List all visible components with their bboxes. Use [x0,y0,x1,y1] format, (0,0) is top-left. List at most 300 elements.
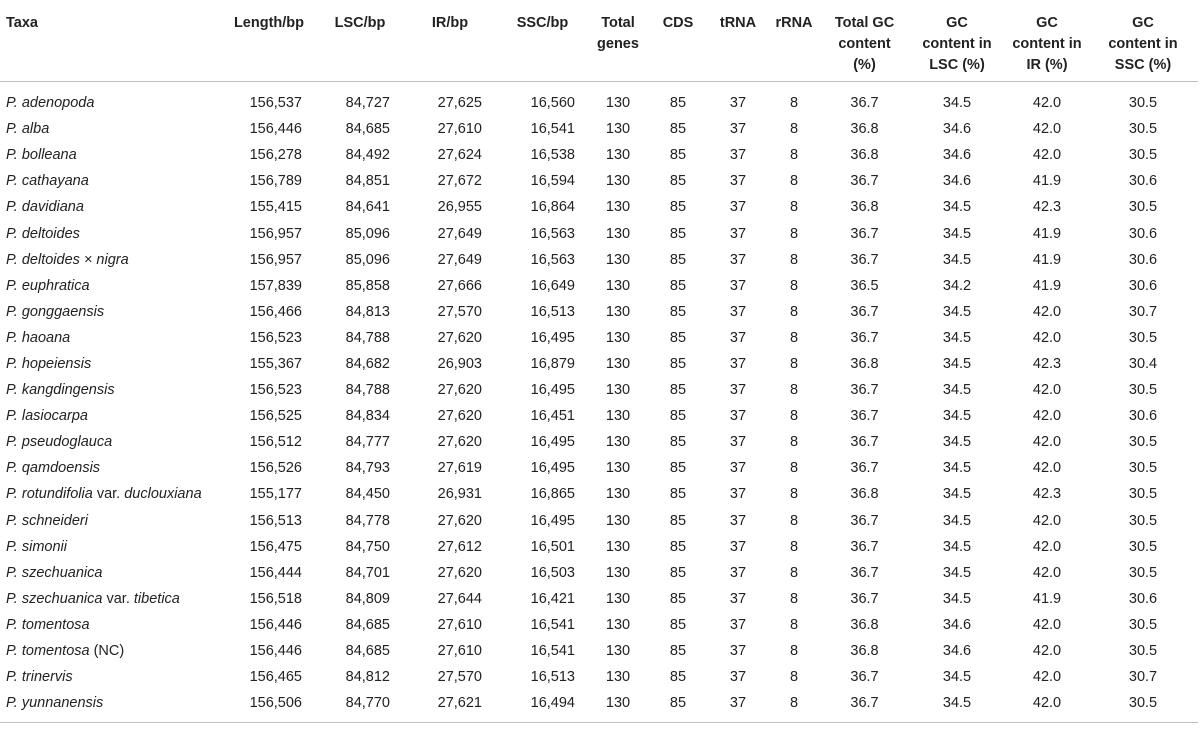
cell-ir: 27,610 [437,121,482,138]
cell-taxa [0,586,222,612]
cell-trna: 37 [729,669,747,686]
cell-ir: 26,955 [437,199,482,216]
cell-total-genes: 130 [605,486,631,503]
cell-gc-ssc: 30.5 [1128,147,1158,164]
cell-ir: 27,624 [437,147,482,164]
cell-total-genes: 130 [605,173,631,190]
cell-total-genes: 130 [605,277,631,294]
taxa-name: P. davidiana [6,199,84,216]
cell-gc-ir: 42.0 [1032,643,1062,660]
cell-gc-lsc: 34.5 [942,382,972,399]
taxa-name: P. alba [6,121,50,138]
cell-taxa [0,168,222,194]
cell-lsc: 84,685 [345,616,390,633]
cell-lsc: 84,812 [345,669,390,686]
cell-ssc: 16,503 [530,564,575,581]
cell-ssc: 16,563 [530,225,575,242]
header-row [0,10,1198,82]
cell-taxa [0,273,222,299]
cell-total-gc: 36.7 [821,690,908,723]
cell-rrna: 8 [789,590,799,607]
cell-gc-ir: 42.3 [1032,199,1062,216]
cell-gc-ssc: 30.7 [1128,669,1158,686]
cell-lsc: 84,813 [345,303,390,320]
header-line: Total GC [834,15,895,31]
cell-gc-ssc: 30.5 [1128,616,1158,633]
cell-cds: 85 [669,277,687,294]
cell-total-genes: 130 [605,382,631,399]
cell-ssc: 16,541 [530,643,575,660]
cell-cds: 85 [669,564,687,581]
cell-gc-ir: 42.0 [1032,512,1062,529]
cell-trna: 37 [709,690,767,723]
table-row [0,273,1198,299]
cell-trna: 37 [729,225,747,242]
cell-length: 155,177 [249,486,302,503]
cell-total-genes: 130 [605,147,631,164]
cell-gc-ssc: 30.5 [1128,382,1158,399]
cell-taxa [0,455,222,481]
cell-ir: 27,619 [437,460,482,477]
cell-gc-ir: 41.9 [1032,277,1062,294]
cell-ssc: 16,538 [530,147,575,164]
header-line: GC [946,15,968,31]
cell-gc-ssc: 30.6 [1128,173,1158,190]
cell-taxa [0,377,222,403]
cell-ssc: 16,495 [530,512,575,529]
cell-gc-ssc: 30.6 [1128,277,1158,294]
cell-length: 156,446 [249,121,302,138]
cell-taxa [0,534,222,560]
cell-rrna: 8 [789,486,799,503]
cell-cds: 85 [669,538,687,555]
cell-cds: 85 [669,643,687,660]
cell-gc-ssc: 30.5 [1128,538,1158,555]
taxa-name: P. deltoides [6,225,80,242]
cell-total-gc: 36.7 [850,512,879,529]
cell-ir: 27,610 [437,643,482,660]
cell-trna: 37 [729,590,747,607]
cell-length: 156,525 [249,408,302,425]
cell-cds: 85 [669,95,687,112]
cell-total-genes: 130 [605,643,631,660]
table-row [0,247,1198,273]
cell-length: 156,957 [249,225,302,242]
cell-ir: 27,625 [437,95,482,112]
cell-taxa [0,508,222,534]
taxa-name: P. szechuanica [6,564,103,581]
cell-gc-ir: 42.0 [1032,434,1062,451]
cell-taxa [0,429,222,455]
cell-gc-ir: 42.0 [1032,147,1062,164]
cell-lsc: 85,096 [345,225,390,242]
table-row [0,403,1198,429]
taxa-name: P. rotundifolia [6,486,93,503]
cell-lsc: 84,682 [345,355,390,372]
cell-lsc: 84,492 [345,147,390,164]
cell-length: 157,839 [249,277,302,294]
cell-ir: 27,644 [437,590,482,607]
cell-gc-ssc: 30.5 [1128,199,1158,216]
cell-length: 156,506 [222,690,316,723]
cell-gc-ir: 42.0 [1032,382,1062,399]
taxa-name: P. deltoides × nigra [6,251,129,268]
cell-total-genes: 130 [605,121,631,138]
cell-cds: 85 [669,669,687,686]
header-line: SSC (%) [1114,57,1172,73]
cell-gc-lsc: 34.5 [908,690,1006,723]
cell-total-genes: 130 [605,434,631,451]
cell-gc-ssc: 30.5 [1128,564,1158,581]
cell-total-gc: 36.7 [850,303,879,320]
cell-length: 156,475 [249,538,302,555]
cell-ssc: 16,879 [530,355,575,372]
cell-total-gc: 36.7 [850,95,879,112]
taxa-name: P. lasiocarpa [6,408,88,425]
cell-ir: 27,620 [437,564,482,581]
cell-total-genes: 130 [605,512,631,529]
cell-ssc: 16,649 [530,277,575,294]
table-row [0,194,1198,220]
header-line: IR (%) [1026,57,1068,73]
table-row [0,325,1198,351]
cell-total-genes: 130 [605,564,631,581]
taxa-name: P. euphratica [6,277,90,294]
header-line: (%) [853,57,876,73]
cell-length: 156,523 [249,382,302,399]
cell-gc-ir: 42.0 [1032,95,1062,112]
cell-rrna: 8 [789,616,799,633]
cell-length: 156,518 [249,590,302,607]
taxa-name: P. yunnanensis [6,695,104,712]
taxa-name: P. tomentosa [6,643,90,660]
cell-gc-lsc: 34.5 [942,538,972,555]
cell-rrna: 8 [789,147,799,164]
cell-gc-ir: 42.0 [1032,538,1062,555]
cell-ir: 27,570 [437,303,482,320]
cell-gc-lsc: 34.5 [942,408,972,425]
cell-ir: 27,620 [437,434,482,451]
cell-ssc: 16,513 [530,669,575,686]
cell-gc-lsc: 34.6 [942,616,972,633]
cell-total-gc: 36.8 [850,355,879,372]
cell-length: 156,512 [249,434,302,451]
cell-taxa [0,142,222,168]
cell-gc-lsc: 34.5 [942,329,972,346]
cell-total-gc: 36.8 [850,121,879,138]
cell-trna: 37 [729,95,747,112]
cell-rrna: 8 [789,303,799,320]
header-line: content in [1012,36,1082,52]
cell-total-gc: 36.7 [850,251,879,268]
cell-gc-ssc: 30.5 [1128,121,1158,138]
cell-ssc: 16,495 [530,329,575,346]
cell-ssc: 16,421 [530,590,575,607]
cell-length: 156,789 [249,173,302,190]
cell-taxa [0,690,222,723]
cell-ssc: 16,865 [530,486,575,503]
cell-lsc: 84,788 [345,382,390,399]
cell-gc-ir: 41.9 [1032,590,1062,607]
cell-length: 155,415 [249,199,302,216]
cell-ssc: 16,563 [530,251,575,268]
table-row [0,664,1198,690]
taxa-name: P. cathayana [6,173,89,190]
cell-trna: 37 [729,303,747,320]
header-ssc: SSC/bp [496,10,589,82]
taxa-name: P. adenopoda [6,95,95,112]
cell-gc-ssc: 30.6 [1128,225,1158,242]
cell-total-gc: 36.8 [850,616,879,633]
taxa-name: P. gonggaensis [6,303,105,320]
cell-total-gc: 36.8 [850,199,879,216]
header-taxa: Taxa [0,10,222,82]
table-row [0,612,1198,638]
taxa-qualifier: var. [92,486,125,503]
cell-ir: 27,610 [437,616,482,633]
cell-total-gc: 36.7 [850,329,879,346]
cell-ir: 27,612 [437,538,482,555]
taxa-name: P. haoana [6,329,71,346]
cell-lsc: 84,793 [345,460,390,477]
cell-cds: 85 [669,355,687,372]
cell-total-gc: 36.7 [850,225,879,242]
cell-cds: 85 [669,303,687,320]
cell-length: 156,444 [249,564,302,581]
cell-length: 156,446 [249,616,302,633]
cell-total-genes: 130 [605,538,631,555]
cell-rrna: 8 [789,434,799,451]
cell-total-gc: 36.8 [850,643,879,660]
cell-gc-ssc: 30.6 [1128,251,1158,268]
table-row [0,508,1198,534]
cell-length: 156,537 [249,95,302,112]
cell-rrna: 8 [789,460,799,477]
table-row [0,429,1198,455]
header-line: content in [922,36,992,52]
header-trna: tRNA [709,10,767,82]
cell-ssc: 16,864 [530,199,575,216]
cell-gc-ir: 41.9 [1032,251,1062,268]
cell-gc-lsc: 34.5 [942,251,972,268]
cell-taxa [0,82,222,117]
cell-ir: 27,620 [437,512,482,529]
cell-total-genes: 130 [605,329,631,346]
cell-gc-lsc: 34.6 [942,643,972,660]
header-line: GC [1132,15,1154,31]
cell-taxa [0,299,222,325]
header-lsc: LSC/bp [316,10,404,82]
taxa-name: P. hopeiensis [6,355,92,372]
header-line: genes [597,36,639,52]
cell-taxa [0,116,222,142]
cell-length: 156,526 [249,460,302,477]
cell-cds: 85 [669,590,687,607]
cell-lsc: 84,788 [345,329,390,346]
cell-cds: 85 [669,460,687,477]
cell-gc-lsc: 34.5 [942,512,972,529]
cell-cds: 85 [669,225,687,242]
cell-rrna: 8 [789,355,799,372]
cell-ssc: 16,560 [530,95,575,112]
cell-rrna: 8 [789,564,799,581]
cell-rrna: 8 [789,225,799,242]
cell-trna: 37 [729,616,747,633]
cell-trna: 37 [729,147,747,164]
cell-gc-ir: 42.3 [1032,355,1062,372]
cell-gc-lsc: 34.5 [942,434,972,451]
cell-ssc: 16,541 [530,616,575,633]
cell-lsc: 84,450 [345,486,390,503]
cell-total-gc: 36.7 [850,564,879,581]
cell-ir: 27,649 [437,251,482,268]
cell-total-gc: 36.7 [850,590,879,607]
cell-ir: 27,570 [437,669,482,686]
table-row [0,351,1198,377]
cell-ssc: 16,494 [496,690,589,723]
taxa-name: P. bolleana [6,147,77,164]
cell-taxa [0,351,222,377]
table-row [0,82,1198,117]
header-line: Total [601,15,635,31]
cell-cds: 85 [647,690,709,723]
cell-rrna: 8 [789,512,799,529]
cell-cds: 85 [669,616,687,633]
cell-gc-lsc: 34.5 [942,199,972,216]
cell-gc-ssc: 30.4 [1128,355,1158,372]
cell-total-genes: 130 [589,690,647,723]
header-length: Length/bp [222,10,316,82]
cell-total-gc: 36.7 [850,408,879,425]
cell-ir: 27,672 [437,173,482,190]
table-row [0,638,1198,664]
cell-total-genes: 130 [605,616,631,633]
cell-total-gc: 36.5 [850,277,879,294]
cell-ir: 26,903 [437,355,482,372]
cell-lsc: 84,778 [345,512,390,529]
cell-trna: 37 [729,199,747,216]
cell-lsc: 85,096 [345,251,390,268]
chloroplast-genome-table [0,10,1198,723]
cell-gc-lsc: 34.5 [942,669,972,686]
cell-ssc: 16,495 [530,382,575,399]
table-row [0,455,1198,481]
header-gc-ir [1006,10,1088,82]
cell-rrna: 8 [789,95,799,112]
cell-gc-ir: 41.9 [1032,225,1062,242]
cell-ssc: 16,495 [530,460,575,477]
cell-ir: 26,931 [437,486,482,503]
cell-ir: 27,621 [404,690,496,723]
cell-trna: 37 [729,486,747,503]
cell-gc-lsc: 34.5 [942,460,972,477]
cell-lsc: 84,641 [345,199,390,216]
taxa-variety: duclouxiana [124,486,202,503]
cell-ir: 27,620 [437,382,482,399]
cell-cds: 85 [669,173,687,190]
cell-cds: 85 [669,147,687,164]
cell-gc-ssc: 30.5 [1128,329,1158,346]
cell-cds: 85 [669,382,687,399]
cell-gc-ir: 42.0 [1032,121,1062,138]
header-line: content [838,36,891,52]
cell-trna: 37 [729,329,747,346]
cell-length: 156,446 [249,643,302,660]
cell-lsc: 84,701 [345,564,390,581]
table-row [0,586,1198,612]
cell-gc-ssc: 30.5 [1128,434,1158,451]
cell-cds: 85 [669,329,687,346]
taxa-qualifier: var. [102,590,134,607]
taxa-name: P. qamdoensis [6,460,101,477]
table-row [0,690,1198,723]
taxa-name: P. tomentosa [6,616,90,633]
cell-gc-lsc: 34.6 [942,121,972,138]
cell-gc-ssc: 30.7 [1128,303,1158,320]
cell-ssc: 16,513 [530,303,575,320]
table-row [0,299,1198,325]
cell-gc-lsc: 34.5 [942,95,972,112]
cell-taxa [0,325,222,351]
cell-ir: 27,620 [437,329,482,346]
cell-total-gc: 36.7 [850,382,879,399]
header-total-gc [821,10,908,82]
cell-ssc: 16,501 [530,538,575,555]
cell-total-genes: 130 [605,408,631,425]
cell-trna: 37 [729,434,747,451]
cell-total-gc: 36.7 [850,460,879,477]
cell-total-genes: 130 [605,590,631,607]
header-cds: CDS [647,10,709,82]
cell-ir: 27,620 [437,408,482,425]
taxa-name: P. pseudoglauca [6,434,113,451]
cell-lsc: 84,809 [345,590,390,607]
header-line: GC [1036,15,1058,31]
cell-taxa [0,481,222,507]
cell-gc-ir: 42.0 [1032,669,1062,686]
cell-length: 156,957 [249,251,302,268]
cell-gc-ssc: 30.5 [1128,486,1158,503]
table-row [0,481,1198,507]
cell-lsc: 84,851 [345,173,390,190]
cell-total-genes: 130 [605,251,631,268]
cell-gc-ssc: 30.6 [1128,590,1158,607]
cell-gc-lsc: 34.5 [942,355,972,372]
cell-total-genes: 130 [605,355,631,372]
cell-rrna: 8 [789,329,799,346]
cell-rrna: 8 [789,277,799,294]
cell-total-gc: 36.8 [850,147,879,164]
cell-gc-ssc: 30.6 [1128,408,1158,425]
cell-total-gc: 36.7 [850,434,879,451]
cell-trna: 37 [729,251,747,268]
cell-total-genes: 130 [605,460,631,477]
cell-gc-lsc: 34.5 [942,303,972,320]
table-row [0,116,1198,142]
cell-gc-lsc: 34.5 [942,225,972,242]
cell-taxa [0,560,222,586]
taxa-name: P. szechuanica [6,590,103,607]
cell-ir: 27,649 [437,225,482,242]
cell-taxa [0,403,222,429]
cell-trna: 37 [729,173,747,190]
cell-trna: 37 [729,460,747,477]
cell-ssc: 16,495 [530,434,575,451]
header-gc-ssc [1088,10,1198,82]
cell-rrna: 8 [789,408,799,425]
cell-cds: 85 [669,434,687,451]
cell-total-gc: 36.7 [850,173,879,190]
